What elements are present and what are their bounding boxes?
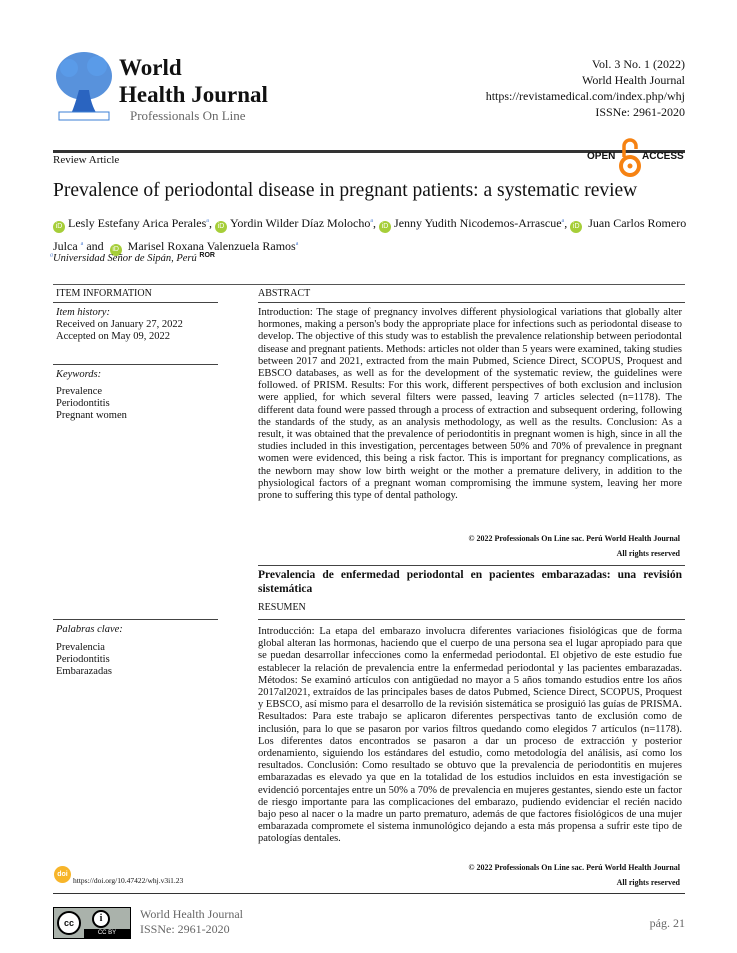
orcid-icon[interactable]: iD — [53, 221, 65, 233]
keyword: Embarazadas — [56, 666, 112, 677]
attribution-icon: i — [92, 910, 110, 928]
affiliation: $^a$Universidad Señor de Sipán, Perú $^{ROR}$ — [50, 252, 215, 264]
author: Marisel Roxana Valenzuela Ramos — [127, 239, 296, 253]
received-date: Received on January 27, 2022 — [56, 319, 183, 331]
cc-by-license-badge[interactable] — [53, 907, 131, 939]
resumen-copyright: © 2022 Professionals On Line sac. Perú World Health Journal All rights reserved — [468, 863, 680, 887]
resumen-text: Introducción: La etapa del embarazo involucra diferentes variaciones fisiológicas que de forma global alteran las hormonas, haciendo que el cuerpo de una persona sea el lugar apropiado para que se puedan desarrollar infecciones como la enfermedad periodontal. El objetivo de este estudio fue establecer la relación de prevalencia entre la enfermedad periodontal y las pacientes embarazadas. Métodos: Se examinó artículos con antigüedad no mayor a 5 años tomando estudios entre los años 2017al2021, extraídos de las principales bases de datos Pubmed, Science Direct, SCOPUS, Proquest y EBSCO, así mismo para el desarrollo de la revisión sistemática se prosiguió las guías de PRISMA. Resultados: Para este trabajo se aplicaron diferentes perspectivas tanto de exclusión como de inclusión, para lo que se pasaron por varios filtros quedando como elegidos 7 artículos (n=1178). Los diferentes datos encontrados se pasaron a dar un proceso de extracción y posterior ordenamiento, siguiendo los estándares del estudio, como metodología del análisis, así como los resultados. Conclusión: Como resultado se obtuvo que la prevalencia de periodontitis en mujeres embarazadas es elevado ya que en la totalidad de los estudios incluidos en esta investigación se evidenció porcentajes entre un 50% a 70% de prevalencia en mujeres gestantes, siendo este un factor de riesgo importante para las complicaciones del embarazo, pudiendo evidenciar el recién nacido bajo peso al nacer o la madre un parto prematuro, además de que factores fisiológicos de una mujer embarazada compromete el sistema inmunológico dejando a esta más propensa a sufrir este tipo de patologías dentales. — [258, 626, 682, 845]
journal-url[interactable]: https://revistamedical.com/index.php/whj — [485, 89, 685, 103]
open-lock-icon — [619, 137, 641, 179]
journal-name-line2: Health Journal — [119, 82, 268, 107]
journal-tagline: Professionals On Line — [130, 108, 246, 123]
palabras-label: Palabras clave: — [56, 624, 123, 635]
keyword: Periodontitis — [56, 654, 110, 665]
item-history: Item history: Received on January 27, 2022 Accepted on May 09, 2022 — [56, 307, 183, 343]
volume: Vol. 3 No. 1 (2022) — [591, 57, 685, 71]
page-number: pág. 21 — [649, 916, 685, 930]
orcid-icon[interactable]: iD — [110, 244, 122, 256]
keyword: Periodontitis — [56, 398, 110, 409]
journal-meta — [486, 56, 685, 120]
open-access-logo: OPEN ACCESS — [587, 137, 687, 179]
author: Jenny Yudith Nicodemos-Arrascue — [394, 216, 562, 230]
orcid-icon[interactable]: iD — [215, 221, 227, 233]
issn: ISSNe: 2961-2020 — [595, 105, 685, 119]
ror-icon[interactable]: ROR — [199, 252, 215, 259]
keyword: Prevalencia — [56, 642, 105, 653]
abstract-copyright: © 2022 Professionals On Line sac. Perú World Health Journal All rights reserved — [468, 534, 680, 558]
resumen-heading: RESUMEN — [258, 602, 306, 613]
keyword: Pregnant women — [56, 410, 127, 421]
keyword: Prevalence — [56, 386, 103, 397]
journal-logo — [53, 50, 115, 124]
author-list: iD Lesly Estefany Arica Perales$^a$, iD Yordin Wilder Díaz Molocho$^a$, iD Jenny Yudith Nicodemos-Arrascue$^a$, iD Juan Carlos Romero Julca $^a$ and iD Marisel Roxana Valenzuela Ramos$^a$ — [53, 211, 688, 257]
author: Lesly Estefany Arica Perales — [68, 216, 207, 230]
author: Juan Carlos Romero Julca — [53, 216, 687, 253]
abstract-text: Introduction: The stage of pregnancy involves different physiological variations that globally alter hormones, making a person's body the appropriate place for infections such as periodontal disease to develop. The objective of this study was to establish the prevalence relationship between periodontal disease and pregnant patients. Methods: articles not older than 5 years were examined, taking studies between 2017 and 2021, extracted from the main Pubmed, Science Direct, SCOPUS, Proquest and EBSCO databases, as well as for the development of the systematic review, the guidelines were followed. of PRISM. Results: For this work, different perspectives of both exclusion and inclusion were applied, for which several filters were passed, leaving 7 articles selected (n=1178). The different data found were passed through a process of extraction and subsequent ordering, following the standards of the study, as an analysis methodology, as well as the results. Conclusion: As a result, it was obtained that the prevalence of periodontitis in pregnant women is high, since in all the studies included in this investigation, percentages between 50% and 70% of prevalence in pregnant women were evidenced, this being a risk factor. This is important for pregnancy complications, as the newborn may show low birth weight or the mother a premature delivery, in addition to the physiological factors of a pregnant woman compromising the immune system, leaving her more prone to suffering this type of dental pathology. — [258, 307, 682, 502]
orcid-icon[interactable]: iD — [570, 221, 582, 233]
orcid-icon[interactable]: iD — [379, 221, 391, 233]
license-label: CC BY — [84, 929, 130, 938]
meta-journal: World Health Journal — [581, 73, 685, 87]
cc-icon: cc — [57, 911, 81, 935]
journal-name-line1: World — [119, 55, 182, 80]
article-title: Prevalence of periodontal disease in pregnant patients: a systematic review — [53, 180, 638, 201]
footer-journal: World Health Journal ISSNe: 2961-2020 — [140, 907, 244, 936]
doi-link[interactable]: https://doi.org/10.47422/whj.v3i1.23 — [73, 876, 184, 885]
palabras-list — [56, 642, 112, 678]
accepted-date: Accepted on May 09, 2022 — [56, 331, 171, 343]
article-type: Review Article — [53, 154, 120, 166]
spanish-title: Prevalencia de enfermedad periodontal en pacientes embarazadas: una revisión sistemática — [258, 569, 682, 595]
item-info-heading: ITEM INFORMATION — [56, 288, 152, 299]
keywords-label: Keywords: — [56, 369, 102, 380]
keywords-list — [56, 386, 127, 422]
doi-icon: doi — [54, 866, 71, 883]
abstract-heading: ABSTRACT — [258, 288, 311, 299]
author: Yordin Wilder Díaz Molocho — [229, 216, 371, 230]
